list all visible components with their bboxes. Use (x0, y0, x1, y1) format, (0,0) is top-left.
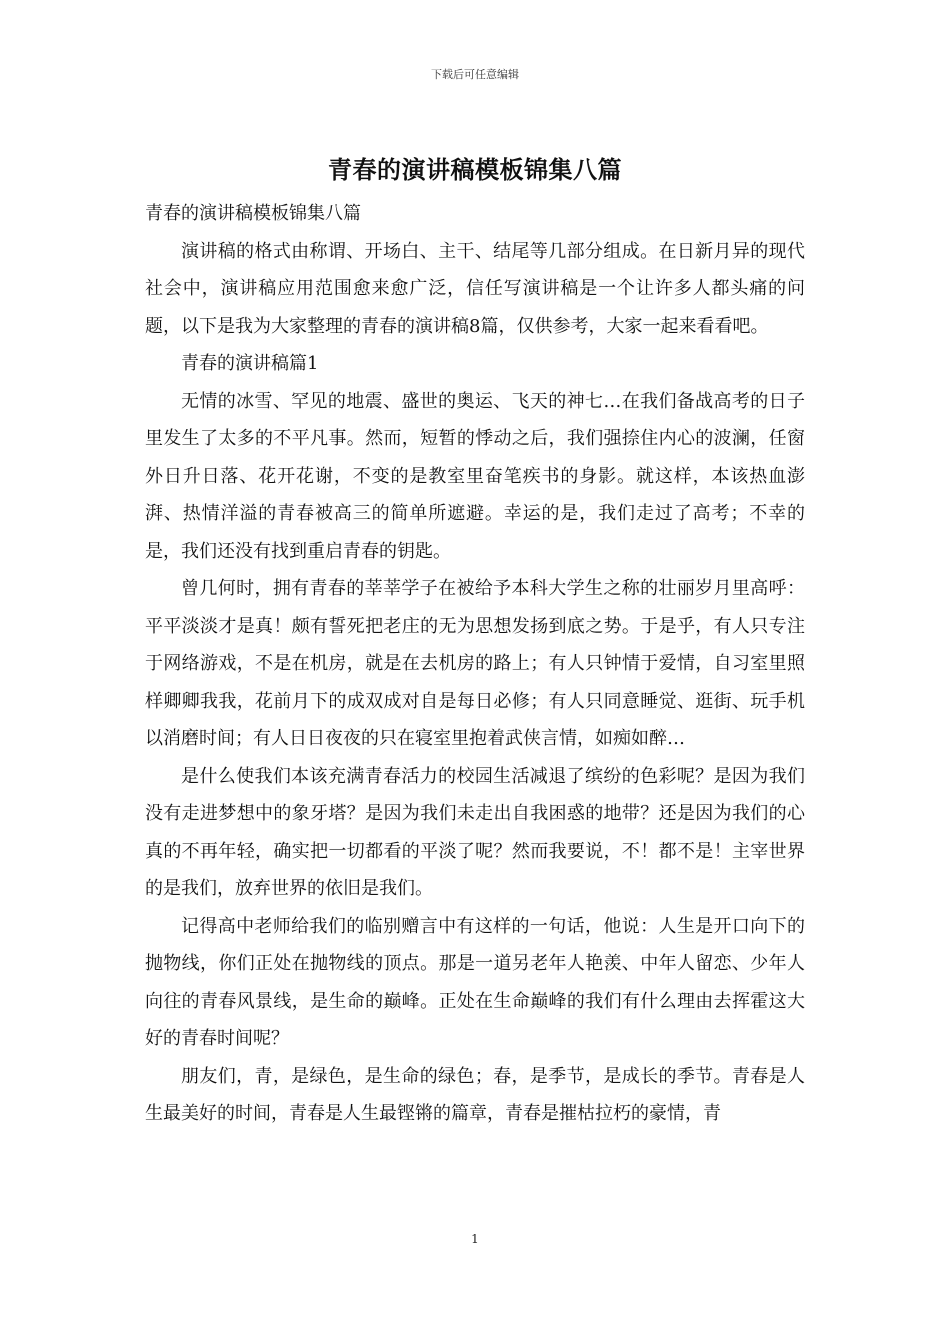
page-number: 1 (471, 1232, 479, 1246)
document-body (145, 195, 805, 1133)
document-title: 青春的演讲稿模板锦集八篇 (328, 155, 622, 184)
page-header: 下载后可任意编辑 (431, 68, 519, 81)
section-heading: 青春的演讲稿篇1 (181, 353, 319, 374)
paragraph: 朋友们，青，是绿色，是生命的绿色；春，是季节，是成长的季节。青春是人生最美好的时间，青春是人生最铿锵的篇章，青春是摧枯拉朽的豪情，青 (145, 1065, 805, 1124)
paragraph: 是什么使我们本该充满青春活力的校园生活减退了缤纷的色彩呢？是因为我们没有走进梦想中的象牙塔？是因为我们未走出自我困惑的地带？还是因为我们的心真的不再年轻，确实把一切都看的平淡了呢？然而我要说，不！都不是！主宰世界的是我们，放弃世界的依旧是我们。 (145, 765, 805, 899)
paragraph: 记得高中老师给我们的临别赠言中有这样的一句话，他说：人生是开口向下的抛物线，你们正处在抛物线的顶点。那是一道另老年人艳羡、中年人留恋、少年人向往的青春风景线，是生命的巅峰。正处在生命巅峰的我们有什么理由去挥霍这大好的青春时间呢？ (145, 915, 805, 1049)
paragraph: 演讲稿的格式由称谓、开场白、主干、结尾等几部分组成。在日新月异的现代社会中，演讲稿应用范围愈来愈广泛，信任写演讲稿是一个让许多人都头痛的问题，以下是我为大家整理的青春的演讲稿8篇，仅供参考，大家一起来看看吧。 (145, 240, 805, 337)
paragraph: 曾几何时，拥有青春的莘莘学子在被给予本科大学生之称的壮丽岁月里高呼：平平淡淡才是真！颇有誓死把老庄的无为思想发扬到底之势。于是乎，有人只专注于网络游戏，不是在机房，就是在去机房的路上；有人只钟情于爱情，自习室里照样卿卿我我，花前月下的成双成对自是每日必修；有人只同意睡觉、逛街、玩手机以消磨时间；有人日日夜夜的只在寝室里抱着武侠言情，如痴如醉… (145, 578, 805, 749)
document-subtitle: 青春的演讲稿模板锦集八篇 (145, 203, 361, 224)
paragraph: 无情的冰雪、罕见的地震、盛世的奥运、飞天的神七…在我们备战高考的日子里发生了太多的不平凡事。然而，短暂的悸动之后，我们强捺住内心的波澜，任窗外日升日落、花开花谢，不变的是教室里奋笔疾书的身影。就这样，本该热血澎湃、热情洋溢的青春被高三的简单所遮避。幸运的是，我们走过了高考；不幸的是，我们还没有找到重启青春的钥匙。 (145, 390, 805, 562)
